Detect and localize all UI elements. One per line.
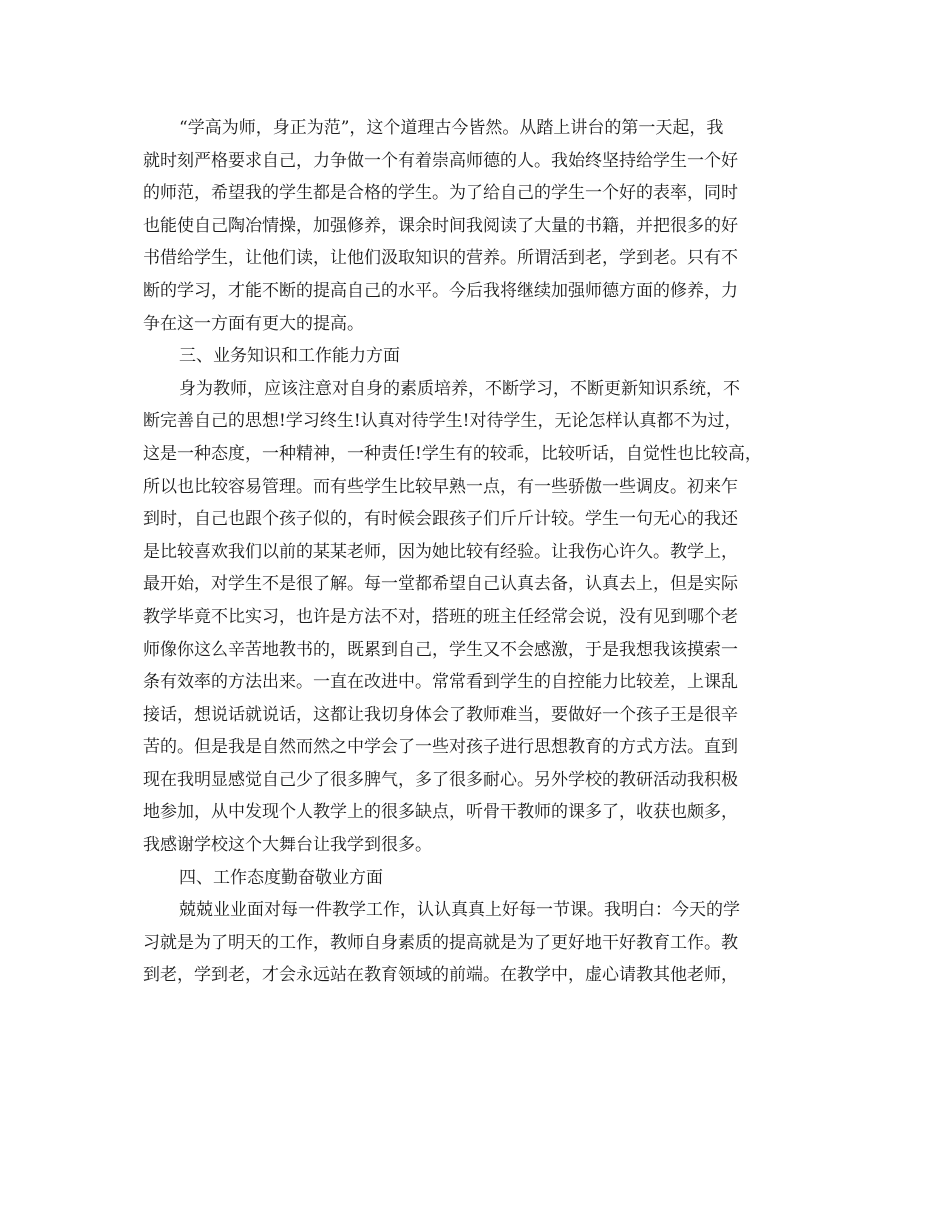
text-line: 师像你这么辛苦地教书的，既累到自己，学生又不会感激，于是我想我该摸索一 [143,639,738,660]
text-line: 的师范，希望我的学生都是合格的学生。为了给自己的学生一个好的表率，同时 [143,183,738,204]
text-line: 争在这一方面有更大的提高。 [143,313,364,334]
document-body [143,112,815,992]
text-line: 就时刻严格要求自己，力争做一个有着崇高师德的人。我始终坚持给学生一个好 [143,150,738,171]
text-line: 到时，自己也跟个孩子似的，有时候会跟孩子们斤斤计较。学生一句无心的我还 [143,509,738,530]
text-line: 这是一种态度，一种精神，一种责任!学生有的较乖，比较听话，自觉性也比较高， [143,443,762,464]
text-line: 身为教师，应该注意对自身的素质培养，不断学习，不断更新知识系统，不 [179,378,740,399]
text-line: 教学毕竟不比实习，也许是方法不对，搭班的班主任经常会说，没有见到哪个老 [143,606,738,627]
text-line: 现在我明显感觉自己少了很多脾气，多了很多耐心。另外学校的教研活动我积极 [143,769,738,790]
text-line: 四、工作态度勤奋敬业方面 [179,867,383,888]
text-line: 到老，学到老，才会永远站在教育领域的前端。在教学中，虚心请教其他老师， [143,965,738,986]
text-line: “学高为师，身正为范”，这个道理古今皆然。从踏上讲台的第一天起，我 [179,118,724,138]
text-line: 我感谢学校这个大舞台让我学到很多。 [143,835,432,856]
text-line: 断完善自己的思想!学习终生!认真对待学生!对待学生，无论怎样认真都不为过， [143,411,742,432]
text-line: 地参加，从中发现个人教学上的很多缺点，听骨干教师的课多了，收获也颇多， [143,802,738,823]
text-line: 苦的。但是我是自然而然之中学会了一些对孩子进行思想教育的方式方法。直到 [143,737,738,758]
text-line: 条有效率的方法出来。一直在改进中。常常看到学生的自控能力比较差，上课乱 [143,672,738,693]
text-line: 兢兢业业面对每一件教学工作，认认真真上好每一节课。我明白：今天的学 [179,900,740,921]
text-line: 三、业务知识和工作能力方面 [179,346,400,367]
text-line: 最开始，对学生不是很了解。每一堂都希望自己认真去备，认真去上，但是实际 [143,574,738,595]
text-line: 断的学习，才能不断的提高自己的水平。今后我将继续加强师德方面的修养，力 [143,280,738,301]
text-line: 接话，想说话就说话，这都让我切身体会了教师难当，要做好一个孩子王是很辛 [143,704,738,725]
text-line: 习就是为了明天的工作，教师自身素质的提高就是为了更好地干好教育工作。教 [143,932,738,953]
text-line: 书借给学生，让他们读，让他们汲取知识的营养。所谓活到老，学到老。只有不 [143,248,738,269]
text-line: 所以也比较容易管理。而有些学生比较早熟一点，有一些骄傲一些调皮。初来乍 [143,476,738,497]
text-line: 也能使自己陶冶情操，加强修养，课余时间我阅读了大量的书籍，并把很多的好 [143,215,738,236]
text-line: 是比较喜欢我们以前的某某老师，因为她比较有经验。让我伤心许久。教学上， [143,541,738,562]
